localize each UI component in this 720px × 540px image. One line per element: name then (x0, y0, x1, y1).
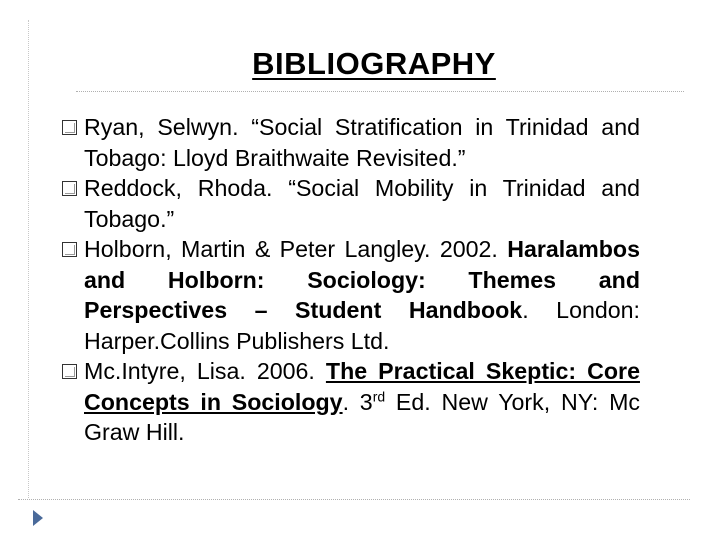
entry-publisher: London: Harper.Collins Publishers Ltd. (84, 297, 640, 354)
bibliography-entry-ryan (62, 112, 640, 173)
page-title: BIBLIOGRAPHY (252, 46, 496, 81)
title-divider (76, 91, 684, 92)
checkbox-bullet-icon (62, 181, 77, 196)
next-slide-arrow-icon[interactable] (33, 510, 43, 526)
entry-authors: Holborn, Martin & Peter Langley. 2002. (84, 236, 498, 262)
entry-publisher: Ed. New York, NY: Mc Graw Hill. (84, 388, 640, 445)
bottom-divider (18, 499, 690, 500)
bibliography-entry-reddock (62, 173, 640, 234)
bibliography-entry-mcintyre (62, 356, 640, 448)
entry-book-title: Haralambos and Holborn: Sociology: Themes and Perspectives – Student Handbook (84, 236, 640, 323)
checkbox-bullet-icon (62, 120, 77, 135)
entry-authors: Mc.Intyre, Lisa. 2006. (84, 358, 315, 384)
entry-text: Ryan, Selwyn. “Social Stratification in Trinidad and Tobago: Lloyd Braithwaite Revisited.” (84, 114, 640, 171)
entry-punctuation: . (522, 297, 529, 323)
entry-book-title: The Practical Skeptic: Core Concepts in Sociology (84, 358, 640, 415)
entry-edition-suffix: rd (372, 387, 386, 404)
checkbox-bullet-icon (62, 242, 77, 257)
entry-edition-number: . 3 (342, 388, 373, 415)
entry-text: Reddock, Rhoda. “Social Mobility in Trinidad and Tobago.” (84, 175, 640, 232)
bibliography-entry-holborn (62, 234, 640, 356)
bibliography-list (62, 112, 640, 448)
checkbox-bullet-icon (62, 364, 77, 379)
left-margin-rule (28, 20, 29, 498)
